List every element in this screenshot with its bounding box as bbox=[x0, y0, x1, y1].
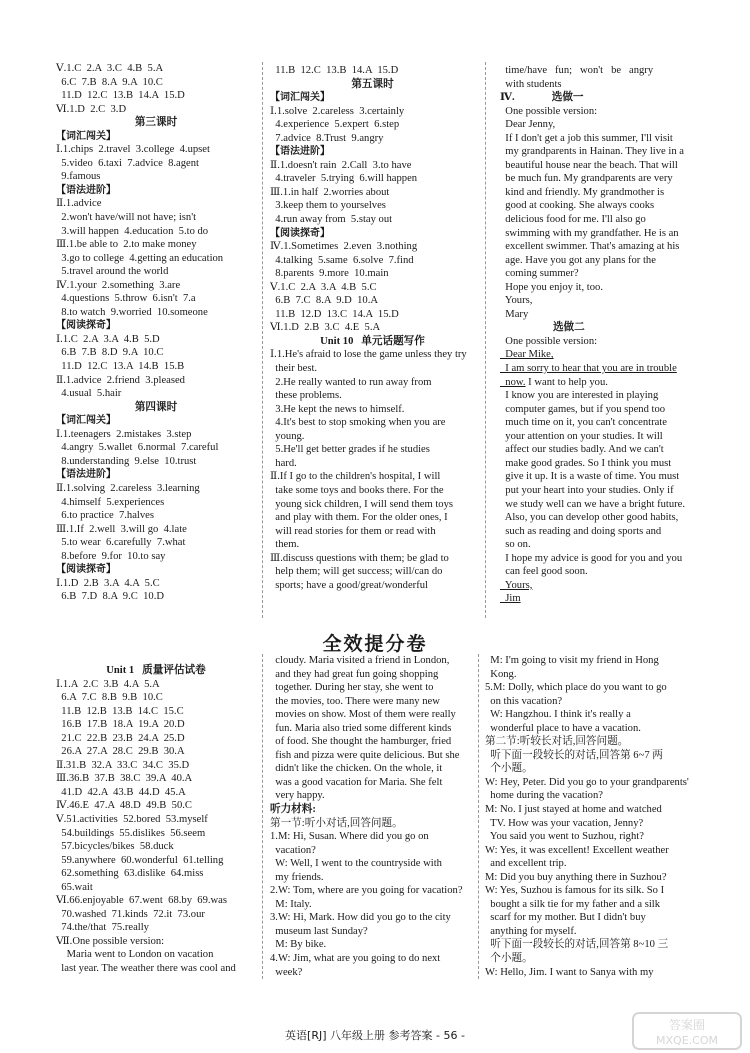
answer-line: of food. She thought the hamburger, fried bbox=[270, 736, 452, 748]
answer-line: coming summer? bbox=[500, 268, 579, 280]
answer-line: 21.C 22.B 23.B 24.A 25.D bbox=[56, 732, 185, 744]
answer-line: W: Well, I went to the countryside with bbox=[270, 858, 442, 870]
answer-line: Ⅳ.1.your 2.something 3.are bbox=[56, 279, 181, 291]
answer-line: 54.buildings 55.dislikes 56.seem bbox=[56, 827, 206, 839]
section-header: 【词汇闯关】 bbox=[270, 92, 330, 104]
answer-line: Ⅰ.1.chips 2.travel 3.college 4.upset bbox=[56, 144, 210, 156]
answer-line: 6.B 7.B 8.D 9.A 10.C bbox=[56, 347, 164, 359]
answer-line: 5.M: Dolly, which place do you want to go bbox=[485, 682, 667, 694]
answer-line: 6.B 7.D 8.A 9.C 10.D bbox=[56, 591, 165, 603]
answer-line: 6.B 7.C 8.A 9.D 10.A bbox=[270, 295, 379, 307]
answer-line: Ⅵ.1.D 2.C 3.D bbox=[56, 103, 127, 115]
answer-line: cloudy. Maria visited a friend in London, bbox=[270, 655, 450, 666]
answer-line: 3.will happen 4.education 5.to do bbox=[56, 225, 209, 237]
answer-line: Ⅲ.1.If 2.well 3.will go 4.late bbox=[56, 523, 187, 535]
answer-line: Mary bbox=[500, 308, 529, 320]
answer-line: home during the vacation? bbox=[485, 790, 603, 802]
answer-line: W: Yes, Suzhou is famous for its silk. So I bbox=[485, 885, 665, 897]
answer-line: good at cooking. She always cooks bbox=[500, 200, 655, 212]
lesson-title: 第三课时 bbox=[134, 117, 178, 129]
answer-line: 4.talking 5.same 6.solve 7.find bbox=[270, 254, 414, 266]
answer-line: bought a silk tie for my father and a silk bbox=[485, 898, 661, 910]
answer-line: 2.W: Tom, where are you going for vacation? bbox=[270, 885, 463, 897]
answer-line: on this vacation? bbox=[485, 695, 563, 707]
answer-line: 个小题。 bbox=[485, 763, 533, 775]
answer-line: Kong. bbox=[485, 668, 517, 680]
answer-line: 听下面一段较长的对话,回答第 6~7 两 bbox=[485, 749, 663, 761]
answer-line: beautiful house near the beach. That will bbox=[500, 159, 678, 171]
lesson-title: 第四课时 bbox=[134, 401, 178, 413]
section-header: 【词汇闯关】 bbox=[56, 130, 116, 142]
answer-line: 8.understanding 9.else 10.trust bbox=[56, 455, 197, 467]
answer-line: 4.himself 5.experiences bbox=[56, 496, 165, 508]
answer-line: 5.to wear 6.carefully 7.what bbox=[56, 537, 186, 549]
page-footer: 英语[RJ] 八年级上册 参考答案 - 56 - bbox=[285, 1029, 465, 1042]
answer-line: be much fun. My grandparents are very bbox=[500, 173, 673, 185]
listening-column-2 bbox=[485, 654, 690, 979]
answer-line: scarf for my mother. But I didn't buy bbox=[485, 912, 646, 924]
answer-line: Ⅲ.1.in half 2.worries about bbox=[270, 186, 390, 198]
answer-line: age. Have you got any plans for the bbox=[500, 254, 656, 266]
answer-line: can feel good soon. bbox=[500, 566, 588, 578]
answer-line: Ⅰ.1.solve 2.careless 3.certainly bbox=[270, 105, 405, 117]
answer-line: 5.travel around the world bbox=[56, 266, 169, 278]
section-header: 【阅读探奇】 bbox=[56, 564, 116, 576]
answer-line: time/have fun; won't be angry bbox=[500, 65, 654, 76]
answer-line: Dear Jenny, bbox=[500, 119, 556, 131]
answer-line: You said you went to Suzhou, right? bbox=[485, 831, 644, 843]
answer-line: M: Did you buy anything there in Suzhou? bbox=[485, 871, 667, 883]
section-title: 全效提分卷 bbox=[322, 633, 428, 655]
answer-line: 11.B 12.C 13.B 14.A 15.D bbox=[270, 65, 399, 76]
answer-line: Ⅴ.51.activities 52.bored 53.myself bbox=[56, 814, 208, 826]
answer-line: If I don't get a job this summer, I'll visit bbox=[500, 132, 673, 144]
section-header: 【语法进阶】 bbox=[56, 184, 116, 196]
answer-line: 8.parents 9.more 10.main bbox=[270, 268, 389, 280]
answer-line: 6.A 7.C 8.B 9.B 10.C bbox=[56, 692, 163, 704]
answer-line: I am sorry to hear that you are in trouble bbox=[500, 363, 677, 375]
answer-line: 8.before 9.for 10.to say bbox=[56, 550, 166, 562]
section-header: 【阅读探奇】 bbox=[56, 320, 116, 332]
answer-line: 2.won't have/will not have; isn't bbox=[56, 212, 197, 224]
answer-line: 62.something 63.dislike 64.miss bbox=[56, 868, 204, 880]
answer-line: 4.questions 5.throw 6.isn't 7.a bbox=[56, 293, 196, 305]
answer-line: swimming with my grandfather. He is an bbox=[500, 227, 679, 239]
answer-column-1 bbox=[56, 62, 256, 604]
answer-line: Hope you enjoy it, too. bbox=[500, 281, 603, 293]
answer-line: so on. bbox=[500, 539, 531, 551]
answer-line: 59.anywhere 60.wonderful 61.telling bbox=[56, 854, 224, 866]
answer-line: the movies, too. There were many new bbox=[270, 695, 440, 707]
answer-line: I know you are interested in playing bbox=[500, 390, 659, 402]
answer-line: Ⅵ.66.enjoyable 67.went 68.by 69.was bbox=[56, 895, 228, 907]
column-divider bbox=[478, 654, 479, 979]
answer-line: 70.washed 71.kinds 72.it 73.our bbox=[56, 908, 205, 920]
answer-line: didn't like the chicken. On the whole, it bbox=[270, 763, 443, 775]
answer-line: 4.experience 5.expert 6.step bbox=[270, 119, 400, 131]
answer-line: my friends. bbox=[270, 871, 324, 883]
answer-line: 57.bicycles/bikes 58.duck bbox=[56, 841, 174, 853]
answer-line: W: Hey, Peter. Did you go to your grandparents' bbox=[485, 776, 689, 788]
answer-line: put your heart into your studies. Only if bbox=[500, 484, 674, 496]
answer-line: I hope my advice is good for you and you bbox=[500, 552, 683, 564]
answer-line: young sick children, I will send them toys bbox=[270, 498, 454, 510]
lesson-title: Unit 10 单元话题写作 bbox=[320, 335, 425, 347]
answer-line: Yours, bbox=[500, 295, 533, 307]
answer-line: Ⅳ. 选做一 bbox=[500, 92, 584, 104]
answer-line: my grandparents in Hainan. They live in a bbox=[500, 146, 684, 158]
answer-line: excellent swimmer. That's amazing at his bbox=[500, 241, 680, 253]
answer-line: now. I want to help you. bbox=[500, 376, 608, 388]
answer-line: 11.D 12.C 13.B 14.A 15.D bbox=[56, 90, 185, 102]
answer-line: Ⅱ.1.advice 2.friend 3.pleased bbox=[56, 374, 185, 386]
answer-line: Ⅰ.1.He's afraid to lose the game unless they try bbox=[270, 349, 467, 361]
answer-line: Ⅱ.1.solving 2.careless 3.learning bbox=[56, 482, 200, 494]
answer-line: W: Yes, it was excellent! Excellent weather bbox=[485, 844, 669, 856]
answer-line: Ⅴ.1.C 2.A 3.C 4.B 5.A bbox=[56, 63, 164, 74]
answer-line: hard. bbox=[270, 457, 297, 469]
answer-line: 4.usual 5.hair bbox=[56, 388, 122, 400]
listening-column-1 bbox=[270, 654, 475, 979]
answer-line: we study well can we have a bright future. bbox=[500, 498, 686, 510]
answer-line: M: I'm going to visit my friend in Hong bbox=[485, 655, 659, 666]
answer-line: museum last Sunday? bbox=[270, 925, 368, 937]
answer-line: Ⅲ.1.be able to 2.to make money bbox=[56, 239, 197, 251]
answer-column-4 bbox=[56, 664, 256, 976]
answer-line: Ⅰ.1.teenagers 2.mistakes 3.step bbox=[56, 428, 192, 440]
answer-line: 41.D 42.A 43.B 44.D 45.A bbox=[56, 786, 186, 798]
answer-line: young. bbox=[270, 430, 305, 442]
answer-line: 听下面一段较长的对话,回答第 8~10 三 bbox=[485, 939, 669, 951]
answer-line: last year. The weather there was cool and bbox=[56, 963, 236, 975]
lesson-title: 第五课时 bbox=[351, 78, 394, 90]
answer-line: 3.He kept the news to himself. bbox=[270, 403, 405, 415]
answer-line: Ⅳ.46.E 47.A 48.D 49.B 50.C bbox=[56, 800, 192, 812]
answer-line: wonderful place to have a vacation. bbox=[485, 722, 641, 734]
section-header: 【语法进阶】 bbox=[56, 469, 116, 481]
answer-line: movies on show. Most of them were really bbox=[270, 709, 456, 721]
answer-line: TV. How was your vacation, Jenny? bbox=[485, 817, 644, 829]
answer-line: was a good vacation for Maria. She felt bbox=[270, 776, 443, 788]
answer-line: their best. bbox=[270, 363, 318, 375]
answer-line: W: Hello, Jim. I want to Sanya with my bbox=[485, 966, 654, 978]
answer-line: take some toys and books there. For the bbox=[270, 484, 444, 496]
section-header: 【词汇闯关】 bbox=[56, 415, 116, 427]
answer-line: very happy. bbox=[270, 790, 325, 802]
answer-line: sports; have a good/great/wonderful bbox=[270, 579, 428, 591]
answer-line: 8.to watch 9.worried 10.someone bbox=[56, 306, 208, 318]
answer-line: 个小题。 bbox=[485, 953, 533, 965]
answer-line: Ⅰ.1.D 2.B 3.A 4.A 5.C bbox=[56, 577, 160, 589]
answer-line: 3.W: Hi, Mark. How did you go to the city bbox=[270, 912, 451, 924]
answer-line: 5.He'll get better grades if he studies bbox=[270, 444, 430, 456]
answer-line: Ⅲ.36.B 37.B 38.C 39.A 40.A bbox=[56, 773, 193, 785]
answer-line: much time on it, you can't concentrate bbox=[500, 417, 667, 429]
answer-line: them. bbox=[270, 539, 300, 551]
answer-line: Yours, bbox=[500, 579, 533, 591]
answer-line: give it up. It is a waste of time. You must bbox=[500, 471, 680, 483]
answer-line: Ⅴ.1.C 2.A 3.A 4.B 5.C bbox=[270, 281, 377, 293]
section-header: 【阅读探奇】 bbox=[270, 227, 330, 239]
answer-line: 听力材料: bbox=[270, 804, 316, 816]
answer-line: fish and pizza were quite delicious. But she bbox=[270, 749, 460, 761]
answer-line: Dear Mike, bbox=[500, 349, 554, 361]
answer-line: 6.C 7.B 8.A 9.A 10.C bbox=[56, 76, 163, 88]
answer-line: together. During her stay, she went to bbox=[270, 682, 434, 694]
answer-line: make good grades. So I think you must bbox=[500, 457, 672, 469]
answer-line: will read stories for them or read with bbox=[270, 525, 436, 537]
answer-line: Ⅱ.If I go to the children's hospital, I will bbox=[270, 471, 441, 483]
answer-column-3 bbox=[500, 64, 688, 606]
answer-line: 选做二 bbox=[500, 322, 585, 334]
answer-line: 4.W: Jim, what are you going to do next bbox=[270, 953, 441, 965]
answer-line: with students bbox=[500, 78, 562, 90]
answer-line: Ⅱ.31.B 32.A 33.C 34.C 35.D bbox=[56, 759, 190, 771]
answer-line: kind and friendly. My grandmother is bbox=[500, 186, 665, 198]
column-divider bbox=[262, 62, 263, 618]
answer-line: 3.keep them to yourselves bbox=[270, 200, 386, 212]
answer-line: your attention on your studies. It will bbox=[500, 430, 663, 442]
answer-line: 3.go to college 4.getting an education bbox=[56, 252, 224, 264]
answer-line: 65.wait bbox=[56, 881, 93, 893]
lesson-title: Unit 1 质量评估试卷 bbox=[106, 665, 206, 676]
column-divider bbox=[485, 62, 486, 618]
answer-line: W: Hangzhou. I think it's really a bbox=[485, 709, 631, 721]
answer-line: and play with them. For the older ones, I bbox=[270, 512, 448, 524]
answer-line: affect our studies badly. And we can't bbox=[500, 444, 664, 456]
answer-line: One possible version: bbox=[500, 335, 598, 347]
answer-line: week? bbox=[270, 966, 303, 978]
answer-line: Maria went to London on vacation bbox=[56, 949, 214, 961]
answer-line: 2.He really wanted to run away from bbox=[270, 376, 432, 388]
answer-line: Ⅳ.1.Sometimes 2.even 3.nothing bbox=[270, 241, 418, 253]
answer-line: 74.the/that 75.really bbox=[56, 922, 149, 934]
answer-line: 第二节:听较长对话,回答问题。 bbox=[485, 736, 629, 748]
answer-line: 26.A 27.A 28.C 29.B 30.A bbox=[56, 746, 185, 758]
answer-line: 11.B 12.B 13.B 14.C 15.C bbox=[56, 705, 184, 717]
answer-line: 4.run away from 5.stay out bbox=[270, 214, 393, 226]
answer-line: One possible version: bbox=[500, 105, 598, 117]
answer-line: and excellent trip. bbox=[485, 858, 567, 870]
answer-line: 6.to practice 7.halves bbox=[56, 510, 154, 522]
answer-column-2 bbox=[270, 64, 475, 592]
answer-line: Also, you can develop other good habits, bbox=[500, 512, 679, 524]
answer-line: such as reading and doing sports and bbox=[500, 525, 662, 537]
answer-line: M: No. I just stayed at home and watched bbox=[485, 804, 662, 816]
svg-text:答案圈: 答案圈 bbox=[668, 1018, 706, 1032]
answer-line: these problems. bbox=[270, 390, 342, 402]
answer-line: 4.traveler 5.trying 6.will happen bbox=[270, 173, 418, 185]
answer-line: fun. Maria also tried some different kinds bbox=[270, 722, 452, 734]
answer-line: anything for myself. bbox=[485, 925, 577, 937]
answer-line: and they had great fun going shopping bbox=[270, 668, 439, 680]
answer-line: 4.angry 5.wallet 6.normal 7.careful bbox=[56, 442, 219, 454]
section-header: 【语法进阶】 bbox=[270, 146, 330, 158]
answer-line: 16.B 17.B 18.A 19.A 20.D bbox=[56, 719, 185, 731]
answer-line: vacation? bbox=[270, 844, 316, 856]
answer-line: help them; will get success; will/can do bbox=[270, 566, 443, 578]
answer-line: Ⅰ.1.C 2.A 3.A 4.B 5.D bbox=[56, 333, 160, 345]
column-divider bbox=[262, 654, 263, 979]
answer-line: Ⅱ.1.advice bbox=[56, 198, 102, 210]
answer-line: 5.video 6.taxi 7.advice 8.agent bbox=[56, 157, 199, 169]
answer-line: 11.D 12.C 13.A 14.B 15.B bbox=[56, 361, 185, 373]
answer-line: Ⅰ.1.A 2.C 3.B 4.A 5.A bbox=[56, 678, 160, 690]
answer-line: 11.B 12.D 13.C 14.A 15.D bbox=[270, 308, 399, 320]
svg-text:MXQE.COM: MXQE.COM bbox=[656, 1034, 718, 1047]
answer-line: Ⅵ.1.D 2.B 3.C 4.E 5.A bbox=[270, 322, 381, 334]
answer-line: 7.advice 8.Trust 9.angry bbox=[270, 132, 384, 144]
answer-line: delicious food for me. I'll also go bbox=[500, 214, 646, 226]
answer-line: 4.It's best to stop smoking when you are bbox=[270, 417, 446, 429]
answer-line: computer games, but if you spend too bbox=[500, 403, 666, 415]
answer-line: Ⅲ.discuss questions with them; be glad to bbox=[270, 552, 449, 564]
answer-line: Ⅱ.1.doesn't rain 2.Call 3.to have bbox=[270, 159, 412, 171]
answer-line: 1.M: Hi, Susan. Where did you go on bbox=[270, 831, 429, 843]
answer-line: Ⅶ.One possible version: bbox=[56, 935, 165, 947]
answer-line: 9.famous bbox=[56, 171, 101, 183]
answer-line: M: By bike. bbox=[270, 939, 327, 951]
answer-line: M: Italy. bbox=[270, 898, 312, 910]
answer-line: Jim bbox=[500, 593, 521, 605]
watermark-logo bbox=[632, 1012, 742, 1050]
answer-line: 第一节:听小对话,回答问题。 bbox=[270, 817, 403, 829]
